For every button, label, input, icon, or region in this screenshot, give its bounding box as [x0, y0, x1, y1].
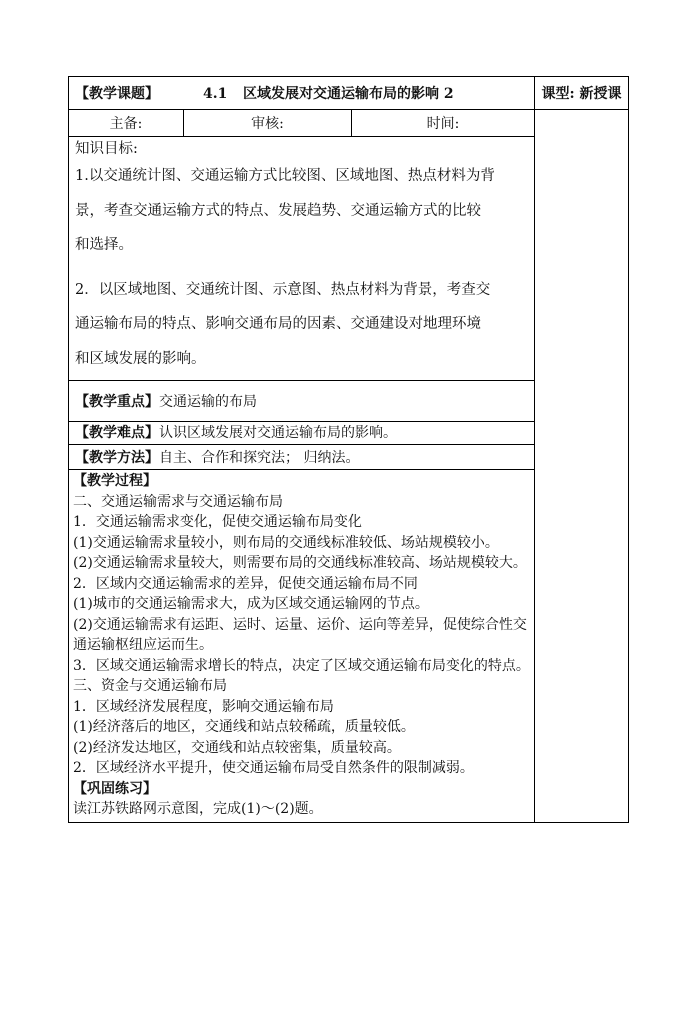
process-line: 2．区域经济水平提升，使交通运输布局受自然条件的限制减弱。: [73, 760, 474, 776]
reviewer-cell: 审核:: [184, 110, 352, 137]
key-point-text: 交通运输的布局: [159, 394, 257, 410]
objective-2-line-2: 通运输布局的特点、影响交通布局的因素、交通建设对地理环境: [75, 316, 481, 332]
objective-2-line-1: 2．以区域地图、交通统计图、示意图、热点材料为背景，考查交: [75, 281, 491, 298]
difficulty-label: 【教学难点】: [75, 425, 159, 441]
preparer-cell: 主备:: [69, 110, 184, 137]
difficulty-text: 认识区域发展对交通运输布局的影响。: [159, 425, 397, 441]
process-line: (1)经济落后的地区，交通线和站点较稀疏，质量较低。: [73, 719, 415, 735]
topic-label: 【教学课题】: [75, 86, 159, 102]
process-line: 1．交通运输需求变化，促使交通运输布局变化: [73, 514, 362, 530]
difficulty-cell: [69, 422, 535, 445]
process-line: (2)经济发达地区，交通线和站点较密集，质量较高。: [73, 739, 401, 756]
process-line: 二、交通运输需求与交通运输布局: [73, 493, 283, 510]
lesson-topic-cell: [69, 77, 535, 110]
objective-1-line-1: 1.以交通统计图、交通运输方式比较图、区域地图、热点材料为背: [75, 168, 495, 184]
process-line: (2)交通运输需求有运距、运时、运量、运价、运向等差异，促使综合性交通运输枢纽应运而生。: [73, 616, 527, 653]
process-line: 3．区域交通运输需求增长的特点，决定了区域交通运输布局变化的特点。: [73, 657, 530, 674]
process-label: 【教学过程】: [73, 473, 157, 489]
process-line: (1)城市的交通运输需求大，成为区域交通运输网的节点。: [73, 596, 429, 612]
topic-title: 区域发展对交通运输布局的影响 2: [243, 86, 454, 102]
process-line: (2)交通运输需求量较大，则需要布局的交通线标准较高、场站规模较大。: [73, 555, 527, 571]
lesson-type-cell: 课型: 新授课: [535, 77, 629, 110]
objective-1-line-3: 和选择。: [75, 237, 133, 253]
time-cell: 时间:: [352, 110, 535, 137]
objectives-cell: [69, 137, 535, 381]
objective-1-line-2: 景，考查交通运输方式的特点、发展趋势、交通运输方式的比较: [75, 202, 481, 219]
side-blank-cell: [535, 110, 629, 823]
practice-text: 读江苏铁路网示意图，完成(1)～(2)题。: [73, 801, 323, 817]
process-line: 三、资金与交通运输布局: [73, 678, 227, 694]
process-line: (1)交通运输需求量较小，则布局的交通线标准较低、场站规模较小。: [73, 534, 499, 551]
process-cell: [69, 470, 535, 823]
practice-label: 【巩固练习】: [73, 780, 157, 797]
method-cell: [69, 445, 535, 470]
method-label: 【教学方法】: [75, 450, 159, 466]
process-line: 2．区域内交通运输需求的差异，促使交通运输布局不同: [73, 575, 418, 592]
objective-2-line-3: 和区域发展的影响。: [75, 350, 206, 367]
lesson-plan-table: [68, 76, 629, 823]
topic-number: 4.1: [203, 86, 228, 102]
method-text: 自主、合作和探究法； 归纳法。: [159, 450, 360, 466]
key-point-cell: [69, 381, 535, 422]
key-point-label: 【教学重点】: [75, 394, 159, 410]
process-line: 1．区域经济发展程度，影响交通运输布局: [73, 698, 334, 715]
objectives-heading: 知识目标:: [75, 141, 138, 157]
